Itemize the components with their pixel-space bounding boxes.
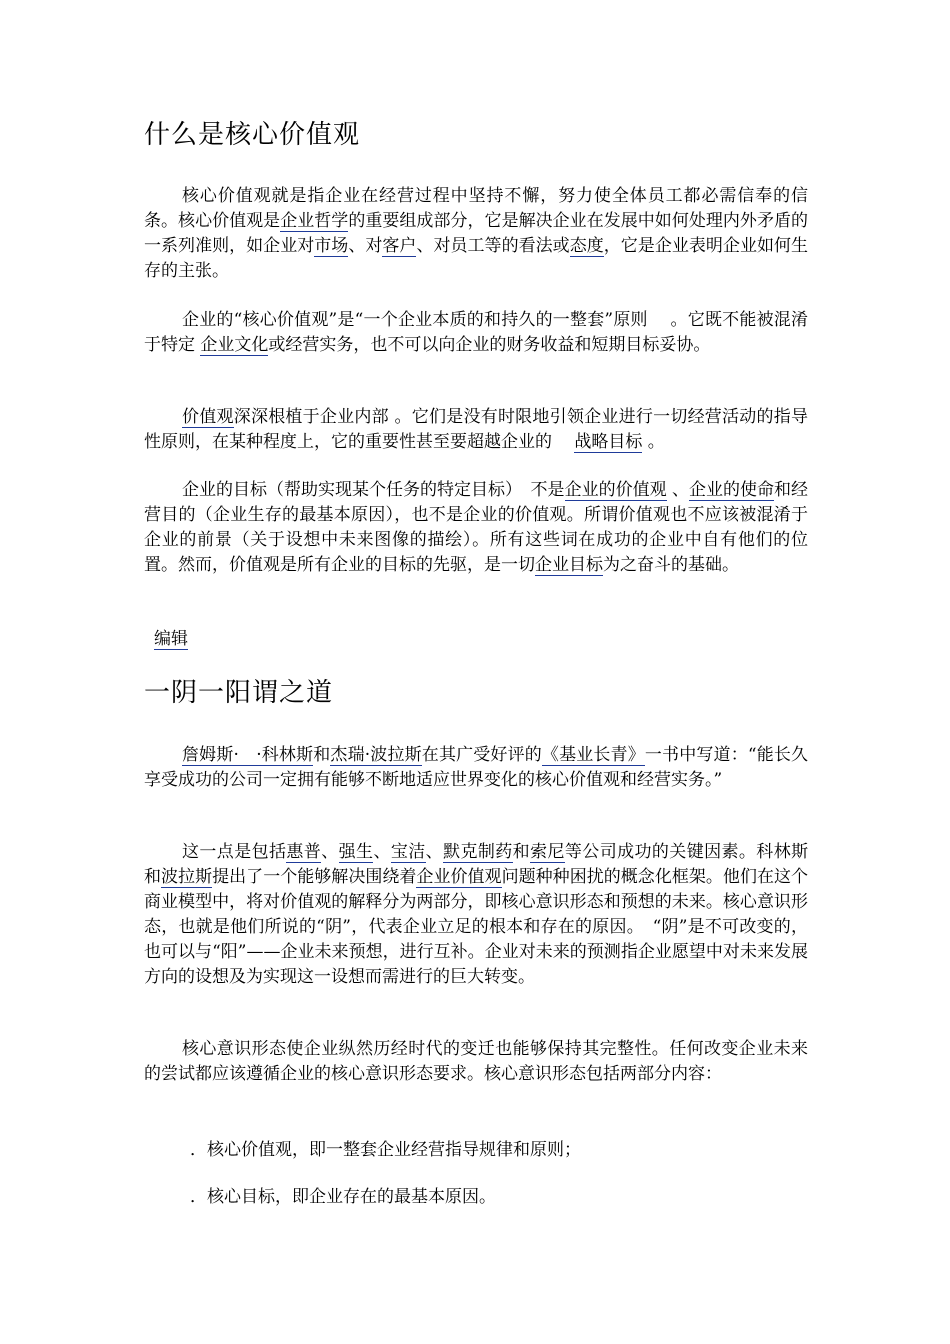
list-item-core-purpose: ．核心目标，即企业存在的最基本原因。	[190, 1187, 496, 1207]
link-merck[interactable]: 默克制药	[443, 842, 513, 862]
link-built-to-last[interactable]: 《基业长青》	[541, 745, 645, 765]
link-sony[interactable]: 索尼	[530, 842, 565, 862]
link-strategic-goal[interactable]: 战略目标	[574, 432, 643, 452]
section-title-yin-yang: 一阴一阳谓之道	[144, 678, 334, 708]
paragraph-success-factors: 这一点是包括惠普、强生、宝洁、默克制药和索尼等公司成功的关键因素。科林斯和波拉斯提出了一个能够解决围绕着企业价值观问题种种困扰的概念化框架。他们在这个商业模型中，将对价值观的解释分为两部分，即核心意识形态和预想的未来。核心意识形态，也就是他们所说的“阴”，代表企业立足的根本和存在的原因。 “阴”是不可改变的，也可以与“阳”——企业未来预想，进行互补。企业对未来的预测指企业愿望中对未来发展方向的设想及为实现这一设想而需进行的巨大转变。	[144, 842, 809, 987]
link-enterprise-mission[interactable]: 企业的使命	[689, 480, 775, 500]
section-title-core-values: 什么是核心价值观	[144, 120, 361, 150]
link-johnson[interactable]: 强生	[338, 842, 374, 862]
link-attitude[interactable]: 态度	[569, 236, 604, 256]
link-enterprise-philosophy[interactable]: 企业哲学	[280, 211, 349, 231]
link-jerry-porras[interactable]: 杰瑞·波拉斯	[330, 745, 422, 765]
link-customer[interactable]: 客户	[382, 236, 417, 256]
paragraph-goals: 企业的目标（帮助实现某个任务的特定目标） 不是企业的价值观 、企业的使命和经营目的（企业生存的最基本原因），也不是企业的价值观。所谓价值观也不应该被混淆于企业的前景（关于设想中未来图像的描绘）。所有这些词在成功的企业中自有他们的位置。然而，价值观是所有企业的目标的先驱，是一切企业目标为之奋斗的基础。	[144, 480, 809, 575]
paragraph-definition: 核心价值观就是指企业在经营过程中坚持不懈，努力使全体员工都必需信奉的信条。核心价值观是企业哲学的重要组成部分，它是解决企业在发展中如何处理内外矛盾的一系列准则，如企业对市场、对客户、对员工等的看法或态度，它是企业表明企业如何生存的主张。	[144, 186, 809, 281]
link-corporate-culture[interactable]: 企业文化	[200, 335, 269, 355]
list-item-core-values: ．核心价值观，即一整套企业经营指导规律和原则；	[190, 1140, 581, 1160]
paragraph-principles: 企业的“核心价值观”是“一个企业本质的和持久的一整套”原则 。它既不能被混淆于特定 企业文化或经营实务，也不可以向企业的财务收益和短期目标妥协。	[144, 310, 808, 355]
link-james-collins[interactable]: 詹姆斯· ·科林斯	[182, 745, 314, 765]
paragraph-values-rooted: 价值观深深根植于企业内部 。它们是没有时限地引领企业进行一切经营活动的指导性原则，在某种程度上，它的重要性甚至要超越企业的 战略目标 。	[144, 407, 808, 452]
edit-link[interactable]: 编辑	[154, 624, 188, 650]
paragraph-core-ideology: 核心意识形态使企业纵然历经时代的变迁也能够保持其完整性。任何改变企业未来的尝试都应该遵循企业的核心意识形态要求。核心意识形态包括两部分内容：	[144, 1039, 808, 1084]
link-hp[interactable]: 惠普	[286, 842, 322, 862]
link-pg[interactable]: 宝洁	[390, 842, 426, 862]
link-corporate-values[interactable]: 企业价值观	[416, 867, 502, 887]
link-enterprise-goal[interactable]: 企业目标	[535, 555, 603, 575]
link-enterprise-values[interactable]: 企业的价值观	[564, 480, 667, 500]
paragraph-built-to-last: 詹姆斯· ·科林斯和杰瑞·波拉斯在其广受好评的《基业长青》一书中写道：“能长久享受成功的公司一定拥有能够不断地适应世界变化的核心价值观和经营实务。”	[144, 745, 809, 790]
link-values[interactable]: 价值观	[182, 407, 234, 427]
link-market[interactable]: 市场	[314, 236, 349, 256]
link-porras[interactable]: 波拉斯	[161, 867, 213, 887]
